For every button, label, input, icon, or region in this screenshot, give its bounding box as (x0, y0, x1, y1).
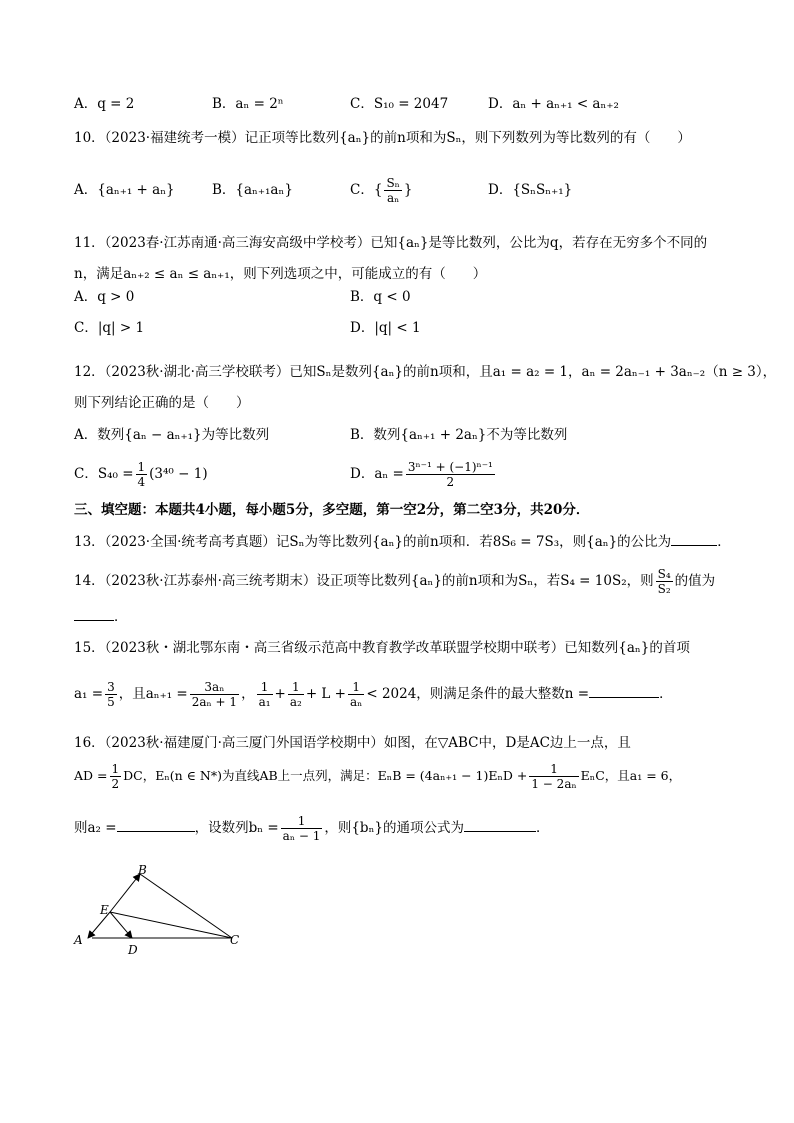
q15-frac-1-den: 5 (107, 695, 115, 709)
q16-line3 (74, 808, 550, 848)
q15-a1: a₁ = (74, 686, 104, 702)
q15-frac-4-den: a₂ (289, 695, 302, 709)
q12-option-d (350, 457, 497, 491)
q16-frac-1-num: 1 (111, 762, 120, 776)
q15-answer-blank[interactable] (589, 683, 659, 698)
q16-bn-def: ，设数列bₙ = (194, 820, 279, 836)
q14 (74, 564, 715, 598)
q15-line2 (74, 674, 673, 714)
q14-after: 的值为 (674, 573, 716, 589)
q9-option-b: B．aₙ = 2ⁿ (212, 96, 284, 112)
q12-option-d-prefix: D．aₙ = (350, 466, 404, 482)
q14-line2 (74, 606, 128, 627)
q12-stem-line1: 12．（2023秋·湖北·高三学校联考）已知Sₙ是数列{aₙ}的前n项和，且a₁ = a₂ = 1，aₙ = 2aₙ₋₁ + 3aₙ₋₂（n ≥ 3）， (74, 364, 777, 380)
q16-frac-1-den: 2 (111, 777, 120, 791)
q16-ad: AD = (74, 768, 108, 783)
q12-stem-line2: 则下列结论正确的是（ ） (74, 395, 250, 411)
q10-option-b: B．{aₙ₊₁aₙ} (212, 182, 293, 198)
q16-stem: 16．（2023秋·福建厦门·高三厦门外国语学校期中）如图，在▽ABC中，D是AC边上一点，且 (74, 735, 631, 751)
q11-stem-line2: n，满足aₙ₊₂ ≤ aₙ ≤ aₙ₊₁，则下列选项之中，可能成立的有（ ） (74, 266, 487, 282)
q10-option-d: D．{SₙSₙ₊₁} (488, 182, 573, 198)
q16-frac-3-num: 1 (281, 814, 323, 829)
vector-eb (110, 874, 140, 912)
label-a: A (74, 933, 83, 947)
q11-option-a: A．q > 0 (74, 289, 135, 305)
q16-frac-3 (281, 814, 323, 843)
q10-option-c-num: Sₙ (386, 176, 400, 190)
q9-option-d: D．aₙ + aₙ₊₁ < aₙ₊₂ (488, 96, 619, 112)
q15-frac-4-num: 1 (288, 680, 304, 695)
label-b: B (138, 863, 147, 877)
q15-frac-3 (257, 680, 273, 709)
section-3-heading: 三、填空题：本题共4小题，每小题5分，多空题，第一空2分，第二空3分，共20分． (74, 502, 590, 518)
q16-general-term: ，则{bₙ}的通项公式为 (324, 820, 465, 836)
q11-option-c: C．|q| > 1 (74, 320, 145, 336)
q16-a2: 则a₂ = (74, 820, 117, 836)
q13-text: 13．（2023·全国·统考高考真题）记Sₙ为等比数列{aₙ}的前n项和．若8S₆ = 7S₃，则{aₙ}的公比为 (74, 534, 672, 550)
label-d: D (128, 943, 138, 957)
q12-option-d-num: 3ⁿ⁻¹ + (−1)ⁿ⁻¹ (407, 460, 493, 474)
q15-end: ． (659, 686, 673, 702)
q15-frac-3-den: a₁ (258, 695, 271, 709)
q16-frac-2 (529, 762, 578, 791)
q10-option-c-prefix: C． (350, 182, 374, 198)
q16-answer-blank-1[interactable] (117, 817, 195, 832)
q12-option-c (74, 457, 208, 491)
q16-frac-2-den: 1 − 2aₙ (531, 777, 577, 791)
q13 (74, 531, 731, 552)
q14-answer-blank[interactable] (74, 606, 114, 621)
q15-frac-5-num: 1 (348, 680, 364, 695)
q16-vector-relation: DC，Eₙ(n ∈ N*)为直线AB上一点列，满足：EₙB = (4aₙ₊₁ − 1)EₙD + (123, 768, 528, 783)
q16-frac-3-den: aₙ − 1 (282, 829, 321, 843)
q15-comma: ， (241, 686, 255, 702)
q10-option-c: C．{ $\frac{\text{Sₙ}}{\text{aₙ}}$ } (350, 176, 413, 205)
q11-option-b: B．q < 0 (350, 289, 411, 305)
q15-frac-2 (190, 680, 239, 709)
label-e: E (100, 903, 109, 917)
q12-option-c-prefix: C．S₄₀ = (74, 466, 134, 482)
q15-frac-5 (348, 680, 364, 709)
q15-frac-4 (288, 680, 304, 709)
q10-stem: 10．（2023·福建统考一模）记正项等比数列{aₙ}的前n项和为Sₙ，则下列数列为等比数列的有（ ） (74, 130, 691, 146)
q16-frac-1 (110, 762, 122, 791)
label-c: C (230, 933, 240, 947)
q15-stem: 15．（2023秋・湖北鄂东南・高三省级示范高中教育教学改革联盟学校期中联考）已知数列{aₙ}的首项 (74, 640, 690, 656)
q12-option-d-fraction (406, 460, 495, 489)
q11-option-d: D．|q| < 1 (350, 320, 421, 336)
q12-option-c-fraction (136, 460, 148, 489)
q15-frac-1 (105, 680, 117, 709)
q15-frac-3-num: 1 (257, 680, 273, 695)
q14-frac-num: S₄ (657, 567, 671, 581)
q16-initial: EₙC，且a₁ = 6， (580, 768, 682, 783)
q10-option-c-fraction (384, 176, 401, 205)
q16-frac-2-num: 1 (529, 762, 578, 777)
q10-option-a: A．{aₙ₊₁ + aₙ} (74, 182, 175, 198)
q15-plus-2: + L + (305, 686, 346, 702)
q15-frac-1-num: 3 (107, 680, 115, 694)
q12-option-c-suffix: (3⁴⁰ − 1) (149, 466, 208, 482)
q14-end: ． (114, 609, 128, 625)
q11-stem-line1: 11．（2023春·江苏南通·高三海安高级中学校考）已知{aₙ}是等比数列，公比为q，若存在无穷多个不同的 (74, 235, 708, 251)
q9-option-c: C．S₁₀ = 2047 (350, 96, 449, 112)
q12-option-d-den: 2 (446, 475, 455, 489)
q9-option-a: A．q = 2 (74, 96, 135, 112)
q12-option-c-den: 4 (137, 475, 146, 489)
q16-end: ． (536, 820, 550, 836)
triangle-figure (70, 862, 250, 962)
q15-plus-1: + (274, 686, 286, 702)
q16-line2 (74, 756, 681, 796)
q16-answer-blank-2[interactable] (464, 817, 536, 832)
q12-option-c-num: 1 (137, 460, 146, 474)
q13-answer-blank[interactable] (671, 531, 717, 546)
q12-option-a: A．数列{aₙ − aₙ₊₁}为等比数列 (74, 427, 270, 443)
q15-condition: < 2024，则满足条件的最大整数n = (366, 686, 590, 702)
q14-text: 14．（2023秋·江苏泰州·高三统考期末）设正项等比数列{aₙ}的前n项和为Sₙ，若S₄ = 10S₂，则 (74, 573, 654, 589)
q12-option-b: B．数列{aₙ₊₁ + 2aₙ}不为等比数列 (350, 427, 568, 443)
q15-frac-2-num: 3aₙ (190, 680, 239, 695)
q14-frac-den: S₂ (657, 582, 671, 596)
q10-option-c-den: aₙ (386, 191, 400, 205)
q15-recurrence: ，且aₙ₊₁ = (118, 686, 188, 702)
q15-frac-5-den: aₙ (349, 695, 363, 709)
q14-fraction (656, 567, 673, 596)
q13-end: ． (717, 534, 731, 550)
q15-frac-2-den: 2aₙ + 1 (191, 695, 238, 709)
